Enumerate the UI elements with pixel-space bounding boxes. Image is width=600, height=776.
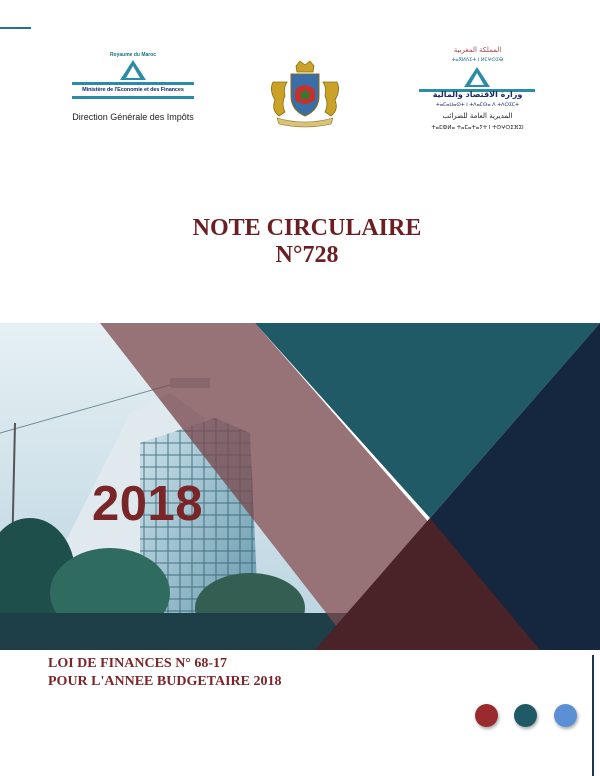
directorate-arabic: المديرية العامة للضرائب [442,112,513,120]
right-edge-line [592,655,594,776]
kingdom-tifinagh: ⵜⴰⴳⵍⴷⵉⵜ ⵏ ⵍⵎⵖⵔⵉⴱ [451,57,504,63]
ministry-label: Ministère de l'Economie et des Finances [82,87,184,93]
title-line-2: N°728 [275,242,339,268]
teal-dot [514,704,537,727]
blue-dot [554,704,577,727]
document-year: 2018 [92,477,204,531]
dgi-emblem-icon [58,58,208,110]
law-line-1: LOI DE FINANCES N° 68-17 [48,656,228,671]
dgi-logo-french [58,52,208,132]
dgi-logo-arabic [385,45,570,140]
top-accent-line [0,27,31,29]
cover-illustration [0,323,600,650]
title-line-1: NOTE CIRCULAIRE [192,215,422,241]
maroon-dot [475,704,498,727]
directorate-tifinagh: ⵜⴰⵎⵀⵍⴰ ⵜⴰⵎⴰⵜⴰⵢⵜ ⵏ ⵜⵙⵖⵔⵉⴼⵉⵏ [431,125,524,131]
kingdom-label: Royaume du Maroc [109,52,157,58]
finance-law-reference [48,655,282,691]
kingdom-arabic: المملكة المغربية [453,46,502,54]
law-line-2: POUR L'ANNEE BUDGETAIRE 2018 [48,674,282,689]
ministry-tifinagh: ⵜⴰⵎⴰⵡⴰⵙⵜ ⵏ ⵜⴷⴰⵎⵙⴰ ⴷ ⵜⴷⵔⵉⵎⵜ [436,102,519,108]
directorate-label: Direction Générale des Impôts [72,112,194,122]
royal-coat-of-arms-icon [265,60,345,128]
ministry-arabic: وزارة الاقتصاد والمالية [432,90,523,99]
document-title [0,215,600,269]
